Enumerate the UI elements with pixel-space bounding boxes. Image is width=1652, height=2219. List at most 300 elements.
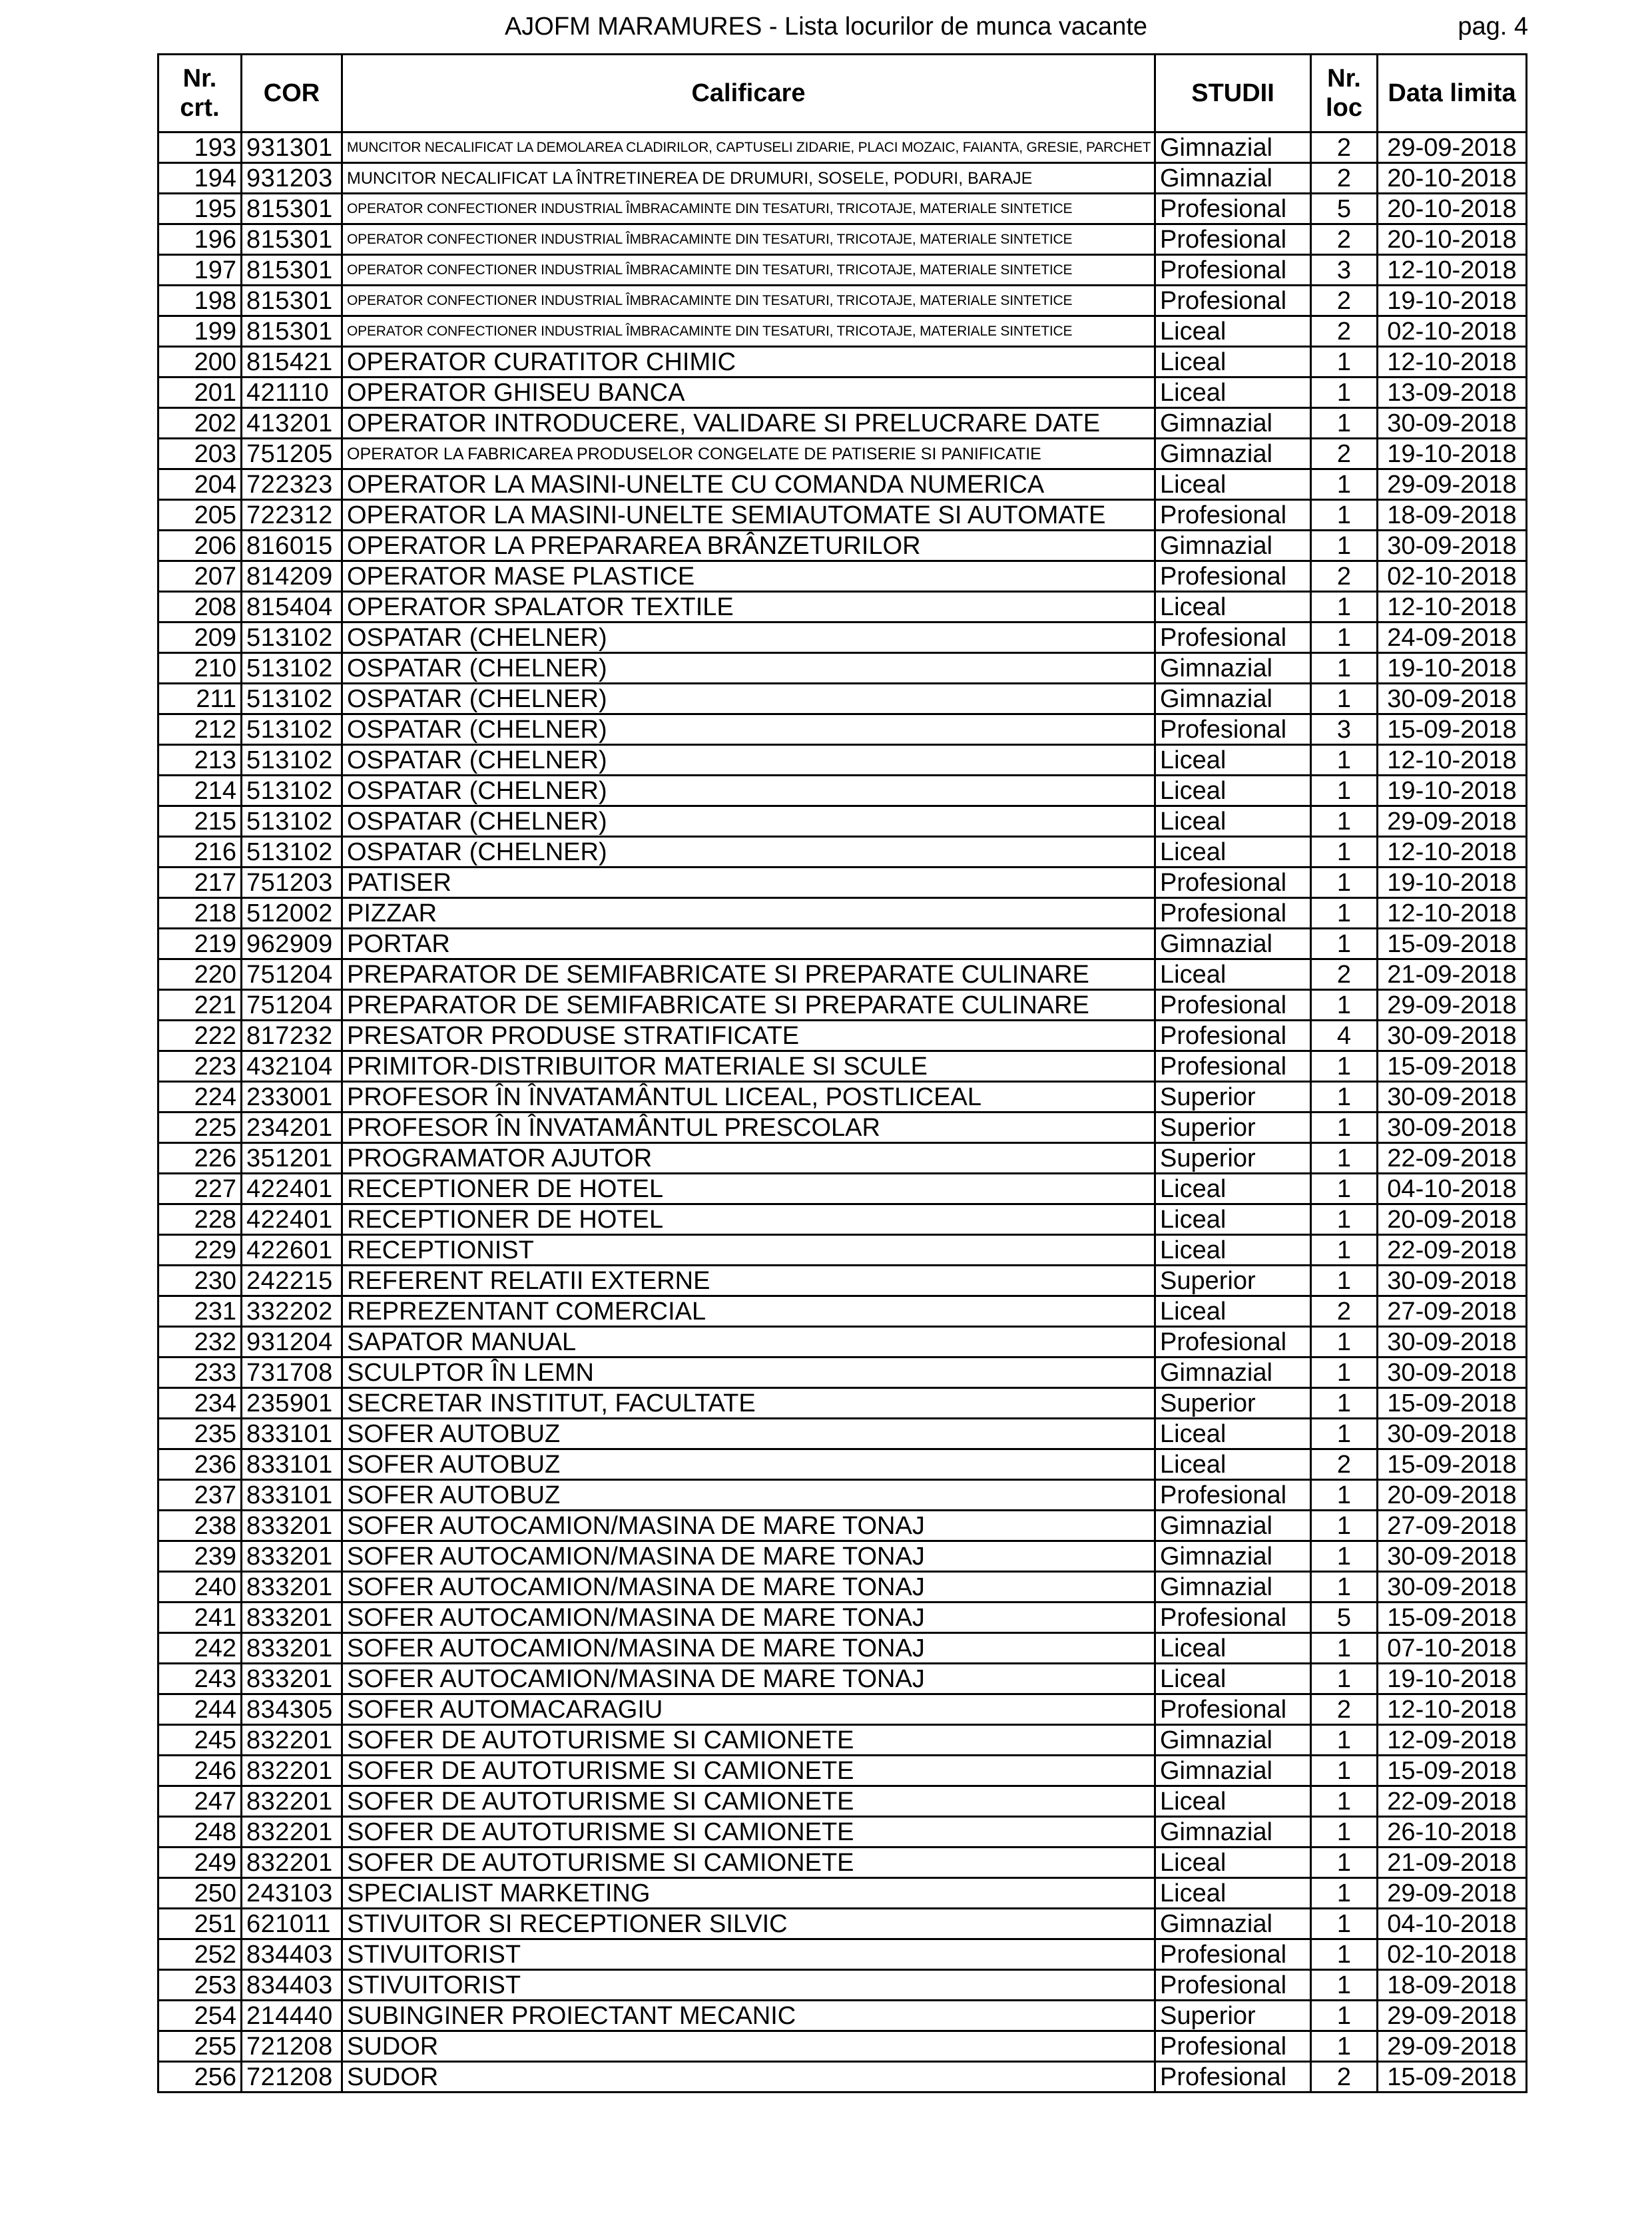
cell-nr: 252 xyxy=(158,1939,242,1970)
cell-loc: 2 xyxy=(1311,439,1378,469)
cell-cor: 233001 xyxy=(242,1082,342,1112)
cell-data: 02-10-2018 xyxy=(1378,561,1527,592)
cell-cor: 833201 xyxy=(242,1664,342,1694)
col-header-data: Data limita xyxy=(1378,55,1527,132)
table-row xyxy=(158,622,1527,653)
cell-loc: 1 xyxy=(1311,1725,1378,1756)
cell-nr: 244 xyxy=(158,1694,242,1725)
cell-data: 30-09-2018 xyxy=(1378,1357,1527,1388)
cell-data: 30-09-2018 xyxy=(1378,1419,1527,1449)
cell-nr: 207 xyxy=(158,561,242,592)
cell-data: 24-09-2018 xyxy=(1378,622,1527,653)
cell-cor: 432104 xyxy=(242,1051,342,1082)
cell-data: 19-10-2018 xyxy=(1378,439,1527,469)
cell-loc: 3 xyxy=(1311,255,1378,286)
table-row xyxy=(158,1419,1527,1449)
cell-loc: 1 xyxy=(1311,1541,1378,1572)
cell-calificare: MUNCITOR NECALIFICAT LA DEMOLAREA CLADIRILOR, CAPTUSELI ZIDARIE, PLACI MOZAIC, FAIANTA, GRESIE, PARCHET xyxy=(342,132,1155,163)
cell-nr: 230 xyxy=(158,1266,242,1296)
cell-studii: Superior xyxy=(1155,1266,1311,1296)
cell-cor: 832201 xyxy=(242,1725,342,1756)
cell-studii: Profesional xyxy=(1155,1051,1311,1082)
cell-studii: Liceal xyxy=(1155,1848,1311,1878)
cell-calificare: OPERATOR CONFECTIONER INDUSTRIAL ÎMBRACAMINTE DIN TESATURI, TRICOTAJE, MATERIALE SINTETICE xyxy=(342,224,1155,255)
cell-cor: 513102 xyxy=(242,653,342,684)
table-row xyxy=(158,408,1527,439)
cell-loc: 1 xyxy=(1311,1143,1378,1174)
cell-nr: 247 xyxy=(158,1786,242,1817)
cell-nr: 202 xyxy=(158,408,242,439)
cell-calificare: RECEPTIONIST xyxy=(342,1235,1155,1266)
cell-studii: Liceal xyxy=(1155,592,1311,622)
cell-cor: 834403 xyxy=(242,1970,342,2001)
cell-calificare: OSPATAR (CHELNER) xyxy=(342,806,1155,837)
cell-nr: 200 xyxy=(158,347,242,377)
cell-data: 29-09-2018 xyxy=(1378,2001,1527,2031)
cell-loc: 1 xyxy=(1311,592,1378,622)
cell-loc: 1 xyxy=(1311,1633,1378,1664)
cell-studii: Liceal xyxy=(1155,776,1311,806)
table-row xyxy=(158,653,1527,684)
cell-nr: 239 xyxy=(158,1541,242,1572)
cell-cor: 751204 xyxy=(242,959,342,990)
page-number: pag. 4 xyxy=(1458,13,1528,41)
cell-cor: 931204 xyxy=(242,1327,342,1357)
cell-cor: 832201 xyxy=(242,1848,342,1878)
cell-calificare: STIVUITORIST xyxy=(342,1939,1155,1970)
cell-nr: 250 xyxy=(158,1878,242,1909)
cell-loc: 2 xyxy=(1311,163,1378,194)
cell-cor: 832201 xyxy=(242,1756,342,1786)
table-row xyxy=(158,1694,1527,1725)
cell-loc: 1 xyxy=(1311,837,1378,867)
cell-data: 30-09-2018 xyxy=(1378,1572,1527,1603)
cell-data: 15-09-2018 xyxy=(1378,714,1527,745)
cell-cor: 332202 xyxy=(242,1296,342,1327)
cell-studii: Profesional xyxy=(1155,194,1311,224)
table-row xyxy=(158,1296,1527,1327)
cell-calificare: PROGRAMATOR AJUTOR xyxy=(342,1143,1155,1174)
table-row xyxy=(158,1327,1527,1357)
cell-nr: 194 xyxy=(158,163,242,194)
cell-loc: 1 xyxy=(1311,990,1378,1021)
cell-cor: 931301 xyxy=(242,132,342,163)
cell-calificare: OSPATAR (CHELNER) xyxy=(342,714,1155,745)
cell-nr: 219 xyxy=(158,929,242,959)
cell-loc: 1 xyxy=(1311,1388,1378,1419)
cell-studii: Liceal xyxy=(1155,1174,1311,1204)
cell-calificare: OPERATOR LA PREPARAREA BRÂNZETURILOR xyxy=(342,531,1155,561)
cell-calificare: SOFER AUTOMACARAGIU xyxy=(342,1694,1155,1725)
table-row xyxy=(158,592,1527,622)
cell-loc: 1 xyxy=(1311,469,1378,500)
table-row xyxy=(158,1235,1527,1266)
cell-loc: 1 xyxy=(1311,1174,1378,1204)
table-row xyxy=(158,1664,1527,1694)
cell-cor: 833201 xyxy=(242,1603,342,1633)
table-row xyxy=(158,286,1527,316)
cell-calificare: SUDOR xyxy=(342,2031,1155,2062)
table-row xyxy=(158,2001,1527,2031)
cell-cor: 931203 xyxy=(242,163,342,194)
cell-studii: Superior xyxy=(1155,2001,1311,2031)
cell-calificare: SOFER AUTOCAMION/MASINA DE MARE TONAJ xyxy=(342,1511,1155,1541)
cell-cor: 422601 xyxy=(242,1235,342,1266)
cell-nr: 255 xyxy=(158,2031,242,2062)
cell-studii: Profesional xyxy=(1155,867,1311,898)
cell-studii: Gimnazial xyxy=(1155,1909,1311,1939)
cell-data: 15-09-2018 xyxy=(1378,1449,1527,1480)
cell-nr: 233 xyxy=(158,1357,242,1388)
cell-loc: 1 xyxy=(1311,1817,1378,1848)
cell-cor: 722312 xyxy=(242,500,342,531)
cell-data: 12-10-2018 xyxy=(1378,1694,1527,1725)
cell-cor: 513102 xyxy=(242,745,342,776)
cell-data: 21-09-2018 xyxy=(1378,1848,1527,1878)
cell-calificare: OSPATAR (CHELNER) xyxy=(342,684,1155,714)
cell-data: 30-09-2018 xyxy=(1378,531,1527,561)
cell-data: 21-09-2018 xyxy=(1378,959,1527,990)
cell-nr: 225 xyxy=(158,1112,242,1143)
cell-cor: 817232 xyxy=(242,1021,342,1051)
cell-calificare: OPERATOR MASE PLASTICE xyxy=(342,561,1155,592)
cell-loc: 1 xyxy=(1311,806,1378,837)
page-header xyxy=(0,7,1652,47)
cell-nr: 193 xyxy=(158,132,242,163)
cell-cor: 731708 xyxy=(242,1357,342,1388)
cell-calificare: SOFER AUTOCAMION/MASINA DE MARE TONAJ xyxy=(342,1664,1155,1694)
cell-nr: 213 xyxy=(158,745,242,776)
cell-calificare: PREPARATOR DE SEMIFABRICATE SI PREPARATE CULINARE xyxy=(342,990,1155,1021)
cell-loc: 4 xyxy=(1311,1021,1378,1051)
cell-data: 20-10-2018 xyxy=(1378,163,1527,194)
cell-studii: Gimnazial xyxy=(1155,684,1311,714)
cell-data: 20-09-2018 xyxy=(1378,1204,1527,1235)
table-body xyxy=(158,132,1527,2093)
cell-loc: 1 xyxy=(1311,1327,1378,1357)
table-row xyxy=(158,1480,1527,1511)
cell-cor: 833201 xyxy=(242,1633,342,1664)
table-header-row xyxy=(158,55,1527,132)
table-row xyxy=(158,1511,1527,1541)
cell-calificare: SOFER AUTOCAMION/MASINA DE MARE TONAJ xyxy=(342,1541,1155,1572)
table-row xyxy=(158,684,1527,714)
cell-loc: 1 xyxy=(1311,1848,1378,1878)
table-row xyxy=(158,1633,1527,1664)
cell-cor: 242215 xyxy=(242,1266,342,1296)
col-header-loc: Nr. loc xyxy=(1311,55,1378,132)
cell-calificare: SOFER DE AUTOTURISME SI CAMIONETE xyxy=(342,1756,1155,1786)
cell-nr: 237 xyxy=(158,1480,242,1511)
cell-nr: 206 xyxy=(158,531,242,561)
cell-loc: 1 xyxy=(1311,1082,1378,1112)
cell-calificare: OPERATOR LA FABRICAREA PRODUSELOR CONGELATE DE PATISERIE SI PANIFICATIE xyxy=(342,439,1155,469)
cell-loc: 1 xyxy=(1311,500,1378,531)
cell-loc: 2 xyxy=(1311,1449,1378,1480)
table-row xyxy=(158,469,1527,500)
table-row xyxy=(158,1786,1527,1817)
table-row xyxy=(158,806,1527,837)
cell-calificare: PIZZAR xyxy=(342,898,1155,929)
cell-loc: 1 xyxy=(1311,1786,1378,1817)
cell-data: 27-09-2018 xyxy=(1378,1511,1527,1541)
cell-calificare: SOFER DE AUTOTURISME SI CAMIONETE xyxy=(342,1786,1155,1817)
cell-cor: 513102 xyxy=(242,776,342,806)
cell-calificare: PRESATOR PRODUSE STRATIFICATE xyxy=(342,1021,1155,1051)
cell-calificare: OPERATOR GHISEU BANCA xyxy=(342,377,1155,408)
cell-calificare: SUBINGINER PROIECTANT MECANIC xyxy=(342,2001,1155,2031)
cell-calificare: OSPATAR (CHELNER) xyxy=(342,776,1155,806)
cell-calificare: OSPATAR (CHELNER) xyxy=(342,745,1155,776)
table-row xyxy=(158,714,1527,745)
cell-studii: Profesional xyxy=(1155,1327,1311,1357)
cell-nr: 208 xyxy=(158,592,242,622)
table-row xyxy=(158,2062,1527,2093)
cell-cor: 512002 xyxy=(242,898,342,929)
cell-nr: 212 xyxy=(158,714,242,745)
cell-calificare: OPERATOR LA MASINI-UNELTE SEMIAUTOMATE SI AUTOMATE xyxy=(342,500,1155,531)
cell-loc: 1 xyxy=(1311,653,1378,684)
cell-nr: 228 xyxy=(158,1204,242,1235)
cell-studii: Liceal xyxy=(1155,1786,1311,1817)
cell-cor: 513102 xyxy=(242,806,342,837)
table-row xyxy=(158,929,1527,959)
cell-nr: 221 xyxy=(158,990,242,1021)
cell-cor: 815301 xyxy=(242,255,342,286)
cell-studii: Gimnazial xyxy=(1155,1756,1311,1786)
cell-data: 15-09-2018 xyxy=(1378,2062,1527,2093)
cell-studii: Profesional xyxy=(1155,990,1311,1021)
cell-cor: 751204 xyxy=(242,990,342,1021)
cell-studii: Profesional xyxy=(1155,561,1311,592)
cell-cor: 815421 xyxy=(242,347,342,377)
cell-nr: 223 xyxy=(158,1051,242,1082)
cell-calificare: STIVUITORIST xyxy=(342,1970,1155,2001)
cell-cor: 422401 xyxy=(242,1204,342,1235)
col-header-studii: STUDII xyxy=(1155,55,1311,132)
table-row xyxy=(158,776,1527,806)
cell-data: 12-10-2018 xyxy=(1378,745,1527,776)
cell-studii: Profesional xyxy=(1155,255,1311,286)
cell-loc: 1 xyxy=(1311,1939,1378,1970)
table-row xyxy=(158,1572,1527,1603)
cell-loc: 1 xyxy=(1311,1664,1378,1694)
cell-calificare: OPERATOR CONFECTIONER INDUSTRIAL ÎMBRACAMINTE DIN TESATURI, TRICOTAJE, MATERIALE SINTETICE xyxy=(342,255,1155,286)
table-row xyxy=(158,163,1527,194)
cell-calificare: OSPATAR (CHELNER) xyxy=(342,653,1155,684)
cell-loc: 1 xyxy=(1311,1357,1378,1388)
cell-studii: Profesional xyxy=(1155,1480,1311,1511)
cell-loc: 1 xyxy=(1311,1235,1378,1266)
cell-calificare: PATISER xyxy=(342,867,1155,898)
cell-calificare: SOFER AUTOBUZ xyxy=(342,1480,1155,1511)
cell-data: 20-09-2018 xyxy=(1378,1480,1527,1511)
cell-cor: 513102 xyxy=(242,714,342,745)
cell-calificare: SOFER AUTOBUZ xyxy=(342,1449,1155,1480)
cell-nr: 215 xyxy=(158,806,242,837)
cell-nr: 236 xyxy=(158,1449,242,1480)
cell-data: 18-09-2018 xyxy=(1378,1970,1527,2001)
table-row xyxy=(158,1082,1527,1112)
cell-loc: 2 xyxy=(1311,286,1378,316)
cell-cor: 814209 xyxy=(242,561,342,592)
table-row xyxy=(158,1143,1527,1174)
cell-data: 15-09-2018 xyxy=(1378,929,1527,959)
table-row xyxy=(158,1878,1527,1909)
cell-studii: Profesional xyxy=(1155,224,1311,255)
table-row xyxy=(158,2031,1527,2062)
cell-loc: 1 xyxy=(1311,622,1378,653)
cell-nr: 231 xyxy=(158,1296,242,1327)
cell-data: 29-09-2018 xyxy=(1378,132,1527,163)
cell-nr: 195 xyxy=(158,194,242,224)
cell-data: 29-09-2018 xyxy=(1378,2031,1527,2062)
cell-cor: 621011 xyxy=(242,1909,342,1939)
cell-calificare: PORTAR xyxy=(342,929,1155,959)
cell-loc: 1 xyxy=(1311,1266,1378,1296)
cell-nr: 229 xyxy=(158,1235,242,1266)
cell-studii: Liceal xyxy=(1155,1419,1311,1449)
table-row xyxy=(158,1603,1527,1633)
cell-data: 15-09-2018 xyxy=(1378,1388,1527,1419)
cell-studii: Liceal xyxy=(1155,837,1311,867)
cell-loc: 3 xyxy=(1311,714,1378,745)
cell-loc: 1 xyxy=(1311,1878,1378,1909)
cell-data: 30-09-2018 xyxy=(1378,1541,1527,1572)
cell-data: 02-10-2018 xyxy=(1378,316,1527,347)
cell-loc: 1 xyxy=(1311,1572,1378,1603)
cell-data: 20-10-2018 xyxy=(1378,224,1527,255)
cell-loc: 1 xyxy=(1311,2031,1378,2062)
cell-loc: 5 xyxy=(1311,1603,1378,1633)
cell-nr: 243 xyxy=(158,1664,242,1694)
cell-studii: Liceal xyxy=(1155,1449,1311,1480)
table-row xyxy=(158,347,1527,377)
cell-cor: 962909 xyxy=(242,929,342,959)
table-row xyxy=(158,990,1527,1021)
cell-data: 19-10-2018 xyxy=(1378,286,1527,316)
cell-nr: 216 xyxy=(158,837,242,867)
cell-data: 02-10-2018 xyxy=(1378,1939,1527,1970)
cell-loc: 1 xyxy=(1311,1419,1378,1449)
cell-loc: 5 xyxy=(1311,194,1378,224)
table-row xyxy=(158,1970,1527,2001)
cell-calificare: RECEPTIONER DE HOTEL xyxy=(342,1174,1155,1204)
cell-cor: 834403 xyxy=(242,1939,342,1970)
cell-cor: 351201 xyxy=(242,1143,342,1174)
cell-loc: 2 xyxy=(1311,561,1378,592)
cell-data: 13-09-2018 xyxy=(1378,377,1527,408)
cell-nr: 238 xyxy=(158,1511,242,1541)
cell-nr: 251 xyxy=(158,1909,242,1939)
cell-cor: 815301 xyxy=(242,224,342,255)
table-row xyxy=(158,1357,1527,1388)
cell-cor: 815301 xyxy=(242,286,342,316)
cell-data: 12-10-2018 xyxy=(1378,898,1527,929)
cell-data: 15-09-2018 xyxy=(1378,1051,1527,1082)
table-row xyxy=(158,745,1527,776)
page-title: AJOFM MARAMURES - Lista locurilor de munca vacante xyxy=(504,13,1148,41)
cell-calificare: OPERATOR CONFECTIONER INDUSTRIAL ÎMBRACAMINTE DIN TESATURI, TRICOTAJE, MATERIALE SINTETICE xyxy=(342,316,1155,347)
cell-calificare: SPECIALIST MARKETING xyxy=(342,1878,1155,1909)
cell-data: 30-09-2018 xyxy=(1378,408,1527,439)
cell-nr: 246 xyxy=(158,1756,242,1786)
cell-data: 12-10-2018 xyxy=(1378,837,1527,867)
cell-cor: 751203 xyxy=(242,867,342,898)
cell-loc: 1 xyxy=(1311,745,1378,776)
cell-cor: 513102 xyxy=(242,837,342,867)
cell-data: 18-09-2018 xyxy=(1378,500,1527,531)
cell-loc: 1 xyxy=(1311,408,1378,439)
cell-studii: Liceal xyxy=(1155,1664,1311,1694)
cell-calificare: REFERENT RELATII EXTERNE xyxy=(342,1266,1155,1296)
cell-cor: 421110 xyxy=(242,377,342,408)
cell-data: 29-09-2018 xyxy=(1378,806,1527,837)
cell-studii: Gimnazial xyxy=(1155,653,1311,684)
cell-studii: Gimnazial xyxy=(1155,163,1311,194)
cell-data: 19-10-2018 xyxy=(1378,653,1527,684)
table-row xyxy=(158,377,1527,408)
cell-studii: Profesional xyxy=(1155,1970,1311,2001)
cell-nr: 249 xyxy=(158,1848,242,1878)
cell-loc: 1 xyxy=(1311,1051,1378,1082)
cell-loc: 1 xyxy=(1311,1511,1378,1541)
table-row xyxy=(158,1021,1527,1051)
cell-cor: 513102 xyxy=(242,622,342,653)
cell-nr: 209 xyxy=(158,622,242,653)
cell-loc: 1 xyxy=(1311,1970,1378,2001)
table-row xyxy=(158,439,1527,469)
cell-studii: Gimnazial xyxy=(1155,1357,1311,1388)
cell-studii: Liceal xyxy=(1155,959,1311,990)
cell-nr: 226 xyxy=(158,1143,242,1174)
cell-studii: Gimnazial xyxy=(1155,1572,1311,1603)
table-row xyxy=(158,1174,1527,1204)
cell-loc: 1 xyxy=(1311,867,1378,898)
table-row xyxy=(158,959,1527,990)
cell-cor: 722323 xyxy=(242,469,342,500)
cell-calificare: OPERATOR LA MASINI-UNELTE CU COMANDA NUMERICA xyxy=(342,469,1155,500)
cell-nr: 240 xyxy=(158,1572,242,1603)
cell-data: 30-09-2018 xyxy=(1378,1021,1527,1051)
cell-loc: 1 xyxy=(1311,377,1378,408)
cell-loc: 1 xyxy=(1311,531,1378,561)
cell-data: 29-09-2018 xyxy=(1378,1878,1527,1909)
table-row xyxy=(158,1266,1527,1296)
cell-nr: 224 xyxy=(158,1082,242,1112)
cell-calificare: SOFER DE AUTOTURISME SI CAMIONETE xyxy=(342,1817,1155,1848)
cell-calificare: RECEPTIONER DE HOTEL xyxy=(342,1204,1155,1235)
cell-cor: 721208 xyxy=(242,2031,342,2062)
cell-studii: Gimnazial xyxy=(1155,1817,1311,1848)
cell-nr: 211 xyxy=(158,684,242,714)
cell-loc: 1 xyxy=(1311,1480,1378,1511)
cell-cor: 834305 xyxy=(242,1694,342,1725)
cell-nr: 256 xyxy=(158,2062,242,2093)
cell-data: 15-09-2018 xyxy=(1378,1756,1527,1786)
cell-cor: 815404 xyxy=(242,592,342,622)
cell-loc: 2 xyxy=(1311,132,1378,163)
cell-calificare: OSPATAR (CHELNER) xyxy=(342,837,1155,867)
cell-cor: 413201 xyxy=(242,408,342,439)
cell-data: 30-09-2018 xyxy=(1378,1266,1527,1296)
cell-cor: 422401 xyxy=(242,1174,342,1204)
cell-studii: Liceal xyxy=(1155,1878,1311,1909)
cell-nr: 218 xyxy=(158,898,242,929)
table-row xyxy=(158,1756,1527,1786)
cell-loc: 1 xyxy=(1311,1204,1378,1235)
cell-nr: 205 xyxy=(158,500,242,531)
